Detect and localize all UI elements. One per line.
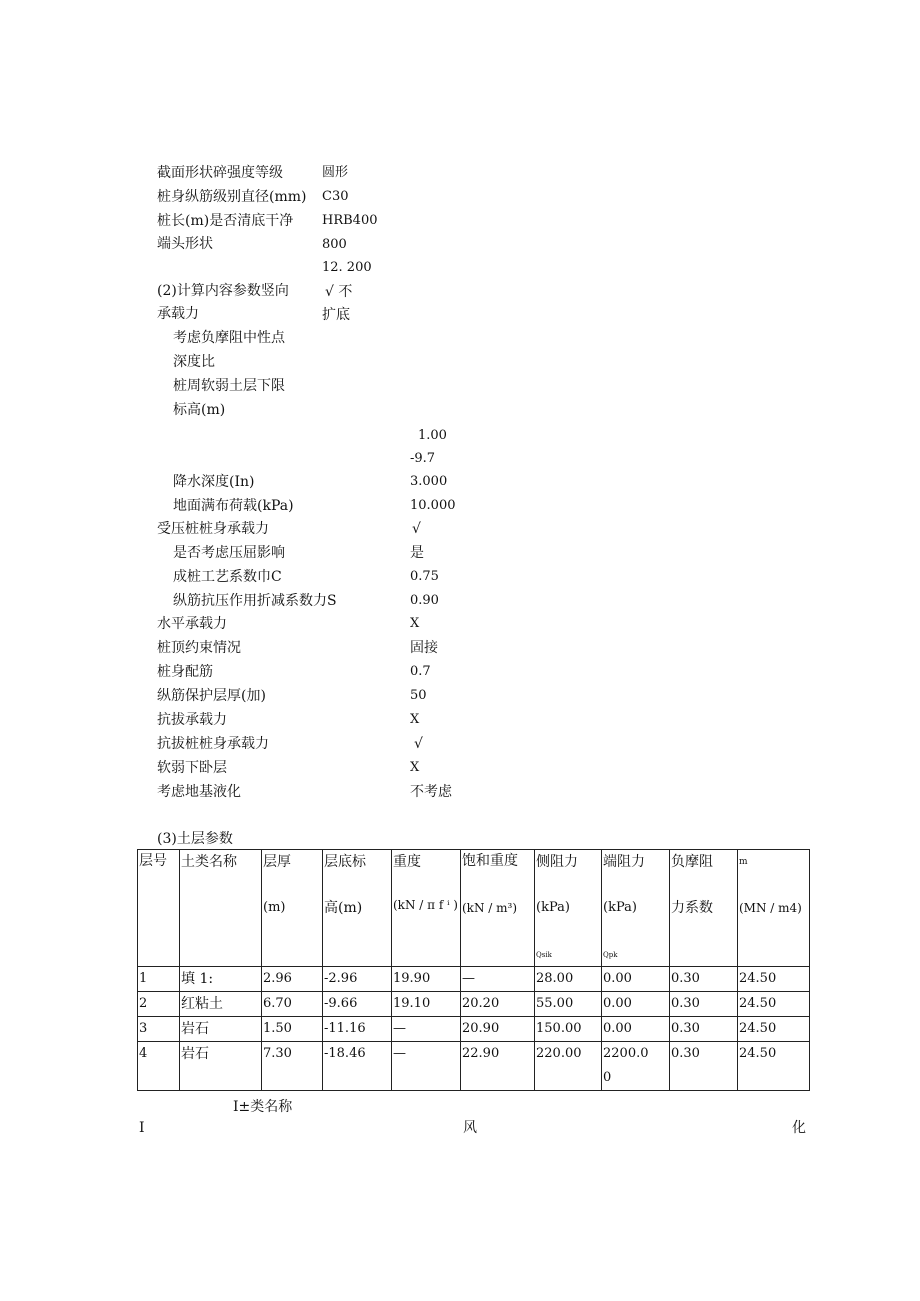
- footer-right-char: 化: [792, 1120, 806, 1136]
- cell-name: 红粘土: [180, 992, 262, 1017]
- cell-gamma: 19.10: [392, 992, 461, 1017]
- header-m-unit: (MN / m4): [738, 896, 810, 932]
- param-label-rebar: 桩身纵筋级别直径(mm): [157, 189, 307, 205]
- cell-qpk: 0.00: [602, 967, 670, 992]
- param-value-length: 12. 200: [322, 260, 372, 275]
- row-label-uplift: 抗拔承载力: [157, 712, 227, 728]
- neg-friction-label: 考虑负摩阻中性点: [173, 330, 285, 346]
- row-value-surcharge: 10.000: [410, 498, 456, 513]
- cell-bottom: -18.46: [323, 1042, 392, 1091]
- cell-gamma-sat: 20.20: [461, 992, 535, 1017]
- table-header-units-row: [138, 896, 810, 932]
- cell-neg: 0.30: [670, 992, 738, 1017]
- cell-qpk: 0.00: [602, 992, 670, 1017]
- row-value-dewater: 3.000: [410, 474, 448, 489]
- footer-soil-name-label: I±类名称: [233, 1099, 293, 1115]
- row-value-soft-underlying: X: [410, 760, 420, 775]
- calc-heading-cont: 承载力: [157, 306, 199, 322]
- soil-section-title: (3)土层参数: [157, 831, 233, 847]
- cell-bottom: -9.66: [323, 992, 392, 1017]
- row-label-horizontal: 水平承载力: [157, 616, 227, 632]
- footer-left-mark: I: [139, 1120, 145, 1136]
- cell-neg: 0.30: [670, 1017, 738, 1042]
- cell-bottom: -11.16: [323, 1017, 392, 1042]
- row-label-buckling: 是否考虑压屈影响: [173, 545, 285, 561]
- cell-qsik: 150.00: [535, 1017, 602, 1042]
- param-label-pile-length: 桩长(m)是否清底干净: [157, 213, 294, 229]
- cell-thick: 2.96: [262, 967, 323, 992]
- cell-neg: 0.30: [670, 1042, 738, 1091]
- row-label-liquefaction: 考虑地基液化: [157, 784, 241, 800]
- header-neg-friction: 负摩阻: [670, 850, 738, 897]
- header-thickness-unit: (m): [262, 896, 323, 932]
- row-value-uplift: X: [410, 712, 420, 727]
- row-label-reduction: 纵筋抗压作用折减系数力S: [173, 593, 337, 609]
- row-value-liquefaction: 不考虑: [410, 784, 452, 800]
- row-value-uplift-body: √: [414, 736, 423, 752]
- table-header-sub-row: [138, 932, 810, 967]
- param-label-end-shape: 端头形状: [157, 236, 213, 252]
- cell-qsik: 28.00: [535, 967, 602, 992]
- cell-no: 3: [138, 1017, 180, 1042]
- cell-thick: 6.70: [262, 992, 323, 1017]
- neg-friction-value: 1.00: [418, 428, 447, 443]
- header-layer-no: 层号: [138, 850, 180, 897]
- cell-no: 1: [138, 967, 180, 992]
- cell-m: 24.50: [738, 992, 810, 1017]
- cell-no: 2: [138, 992, 180, 1017]
- cell-m: 24.50: [738, 1017, 810, 1042]
- header-end-unit: (kPa): [602, 896, 670, 932]
- header-m: m: [738, 850, 810, 897]
- row-label-surcharge: 地面满布荷载(kPa): [173, 498, 294, 514]
- param-value-diameter: 800: [322, 237, 347, 252]
- soft-layer-label-cont: 标高(m): [173, 402, 226, 418]
- row-value-cover: 50: [410, 688, 427, 703]
- row-value-restraint: 固接: [410, 640, 438, 656]
- cell-qsik: 220.00: [535, 1042, 602, 1091]
- cell-gamma-sat: 22.90: [461, 1042, 535, 1091]
- cell-qsik: 55.00: [535, 992, 602, 1017]
- row-value-compression: √: [412, 521, 421, 537]
- param-value-shape: 圆形: [322, 165, 349, 180]
- row-label-restraint: 桩顶约束情况: [157, 640, 241, 656]
- cell-qpk: 2200.0 0: [602, 1042, 670, 1091]
- row-label-compression: 受压桩桩身承载力: [157, 521, 269, 537]
- calc-heading: (2)计算内容参数竖向: [157, 283, 289, 299]
- table-row: [138, 1042, 810, 1091]
- cell-qpk: 0.00: [602, 1017, 670, 1042]
- cell-gamma-sat: 20.90: [461, 1017, 535, 1042]
- calc-check-value: √ 不: [325, 284, 353, 300]
- header-end-sub: Qpk: [603, 951, 618, 959]
- row-label-process-factor: 成桩工艺系数巾C: [173, 569, 282, 585]
- soil-table: [137, 849, 810, 1091]
- cell-gamma: 19.90: [392, 967, 461, 992]
- soft-layer-label: 桩周软弱土层下限: [173, 378, 285, 394]
- table-row: [138, 1017, 810, 1042]
- row-label-cover: 纵筋保护层厚(加): [157, 688, 266, 704]
- header-bottom-elev-unit: 高(m): [323, 896, 392, 932]
- footer-mid-char: 风: [463, 1120, 477, 1136]
- cell-thick: 7.30: [262, 1042, 323, 1091]
- cell-name: 填 1:: [180, 967, 262, 992]
- row-value-reduction: 0.90: [410, 593, 439, 608]
- header-soil-name: 土类名称: [180, 850, 262, 897]
- param-value-concrete: C30: [322, 189, 349, 204]
- table-header-row: [138, 850, 810, 897]
- cell-name: 岩石: [180, 1017, 262, 1042]
- cell-m: 24.50: [738, 1042, 810, 1091]
- header-unit-weight-unit: (kN / π f ⁱ ): [392, 896, 461, 932]
- row-value-horizontal: X: [410, 616, 420, 631]
- header-sat-weight: 饱和重度: [461, 850, 535, 897]
- cell-neg: 0.30: [670, 967, 738, 992]
- header-bottom-elev: 层底标: [323, 850, 392, 897]
- cell-name: 岩石: [180, 1042, 262, 1091]
- row-label-uplift-body: 抗拔桩桩身承载力: [157, 736, 269, 752]
- header-side-unit: (kPa): [535, 896, 602, 932]
- param-label-section-shape: 截面形状碎强度等级: [157, 165, 283, 181]
- header-sat-weight-unit: (kN / m³): [461, 896, 535, 932]
- cell-bottom: -2.96: [323, 967, 392, 992]
- row-label-reinforcement: 桩身配筋: [157, 664, 213, 680]
- cell-m: 24.50: [738, 967, 810, 992]
- cell-thick: 1.50: [262, 1017, 323, 1042]
- row-value-process-factor: 0.75: [410, 569, 439, 584]
- neg-friction-label-cont: 深度比: [173, 354, 215, 370]
- cell-gamma: —: [392, 1017, 461, 1042]
- cell-no: 4: [138, 1042, 180, 1091]
- soft-layer-value: -9.7: [410, 451, 436, 466]
- row-label-dewater: 降水深度(In): [173, 474, 255, 490]
- row-value-buckling: 是: [410, 545, 424, 561]
- header-side-resistance: 侧阻力: [535, 850, 602, 897]
- cell-gamma-sat: —: [461, 967, 535, 992]
- param-value-rebar: HRB400: [322, 213, 378, 228]
- cell-gamma: —: [392, 1042, 461, 1091]
- table-row: [138, 992, 810, 1017]
- row-value-reinforcement: 0.7: [410, 664, 431, 679]
- header-neg-unit: 力系数: [670, 896, 738, 932]
- header-side-sub: Qsik: [536, 951, 552, 959]
- table-row: [138, 967, 810, 992]
- header-end-resistance: 端阻力: [602, 850, 670, 897]
- header-thickness: 层厚: [262, 850, 323, 897]
- calc-expand-value: 扩底: [322, 307, 350, 323]
- row-label-soft-underlying: 软弱下卧层: [157, 760, 227, 776]
- header-unit-weight: 重度: [392, 850, 461, 897]
